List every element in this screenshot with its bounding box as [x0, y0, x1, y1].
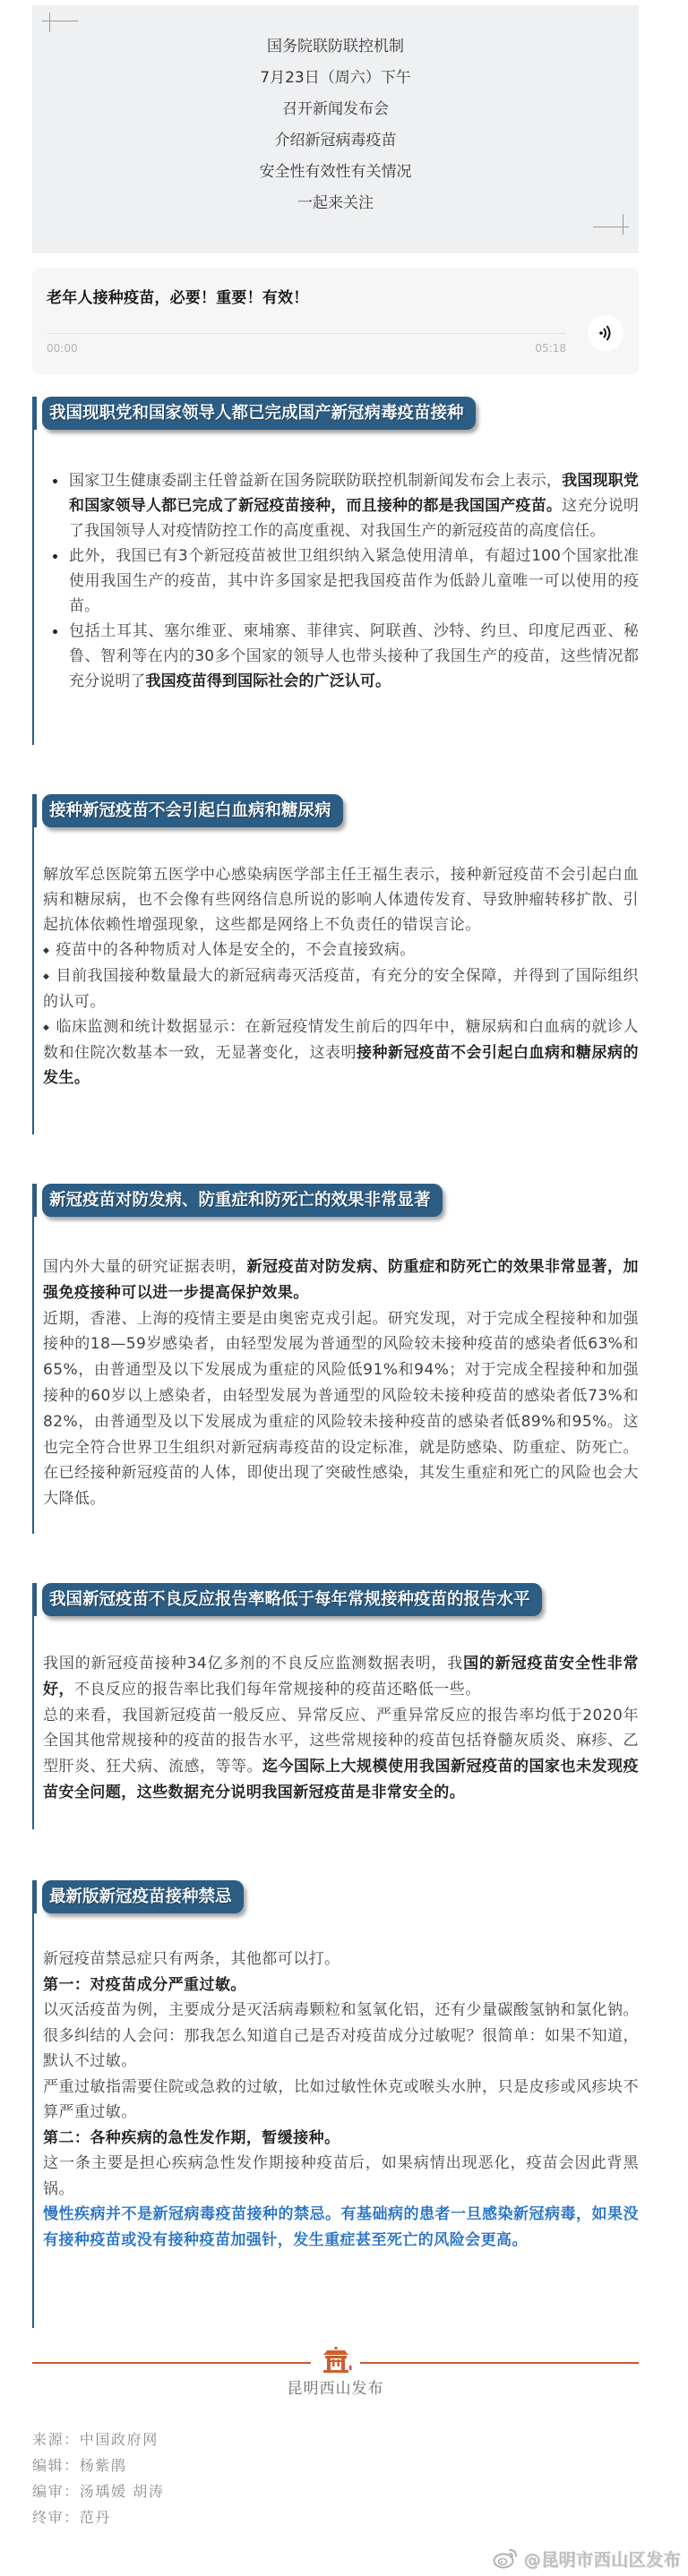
- credit-reviewer: 编审：汤瑀媛 胡涛: [32, 2483, 165, 2500]
- credits-list: [32, 2426, 165, 2530]
- section-body: [69, 468, 639, 694]
- bold-text-run: 迄今国际上大规模使用我国新冠疫苗的国家也未发现疫苗安全问题，这些数据充分说明我国新冠疫苗是非常安全的。: [43, 1758, 639, 1801]
- audio-player[interactable]: [32, 268, 639, 374]
- section-body: [43, 1947, 639, 2253]
- intro-card: [32, 5, 639, 253]
- pavilion-logo-icon: [320, 2347, 352, 2374]
- section-leaders-vaccinated: [32, 397, 639, 745]
- section-heading: 最新版新冠疫苗接种禁忌: [42, 1880, 244, 1913]
- section-efficacy: [32, 1184, 639, 1534]
- text-run: 以灭活疫苗为例，主要成分是灭活病毒颗粒和氢氧化铝，还有少量碳酸氢钠和氯化钠。很多纠结的人会问：那我怎么知道自己是否对疫苗成分过敏呢？很简单：如果不知道，默认不过敏。: [43, 2001, 639, 2070]
- bold-text-run: 我国疫苗得到国际社会的广泛认可。: [145, 672, 391, 690]
- section-accent-bar: [32, 794, 37, 827]
- credit-final-reviewer: 终审：范丹: [32, 2509, 112, 2526]
- corner-crosshair-tl-v: [49, 13, 50, 32]
- section-body: [43, 862, 639, 1091]
- intro-line: 介绍新冠病毒疫苗: [274, 132, 397, 150]
- paragraph: [43, 1651, 639, 1703]
- intro-line: 安全性有效性有关情况: [259, 163, 412, 181]
- highlight-paragraph: [43, 2202, 639, 2253]
- bold-text-run: 国的新冠疫苗安全性非常好，: [43, 1655, 640, 1699]
- intro-line: 7月23日（周六）下午: [260, 69, 411, 87]
- section-adverse-reaction-rate: [32, 1583, 639, 1829]
- diamond-bullet-icon: ◆: [43, 946, 50, 955]
- text-run: 近期，香港、上海的疫情主要是由奥密克戎引起。研究发现，对于完成全程接种和加强接种的18—59岁感染者，由轻型发展为普通型的风险较未接种疫苗的感染者低63%和65%，由普通型及以下发展成为重症的风险低91%和94%；对于完成全程接种和加强接种的60岁以上感染者，由轻型发展为普通型的风险较未接种疫苗的感染者低73%和82%，由普通型及以下发展成为重症的风险较未接种疫苗的感染者低89%和95%。这也完全符合世界卫生组织对新冠病毒疫苗的设定标准，就是防感染、防重症、防死亡。在已经接种新冠疫苗的人体，即使出现了突破性感染，其发生重症和死亡的风险也会大大降低。: [43, 1309, 639, 1509]
- diamond-bullet-icon: ◆: [43, 1023, 50, 1032]
- audio-progress-bar[interactable]: [47, 333, 566, 334]
- section-heading: 我国现职党和国家领导人都已完成国产新冠病毒疫苗接种: [42, 397, 476, 430]
- section-heading: 新冠疫苗对防发病、防重症和防死亡的效果非常显著: [42, 1184, 443, 1217]
- subheading-second: [43, 2126, 639, 2152]
- section-contraindications: [32, 1880, 639, 2328]
- section-left-rule: [32, 430, 34, 745]
- bullet-item: [69, 543, 639, 619]
- diamond-bullet-icon: ◆: [43, 972, 50, 981]
- subheading-first: [43, 1973, 639, 1998]
- audio-current-time: 00:00: [47, 342, 78, 355]
- paragraph: [43, 1306, 639, 1512]
- blue-highlight-text: 慢性疾病并不是新冠病毒疫苗接种的禁忌。有基础病的患者一旦感染新冠病毒，如果没有接种疫苗或没有接种疫苗加强针，发生重症甚至死亡的风险会更高。: [43, 2205, 639, 2249]
- audio-duration: 05:18: [535, 342, 566, 355]
- text-run: 不良反应的报告率比我们每年常规接种的疫苗还略低一些。: [73, 1680, 481, 1699]
- section-accent-bar: [32, 1880, 37, 1913]
- footer-divider-right: [360, 2362, 639, 2364]
- section-left-rule: [32, 1616, 34, 1829]
- bullet-dot-icon: [53, 629, 57, 634]
- text-run: 临床监测和统计数据显示：在新冠疫情发生前后的四年中，糖尿病和白血病的就诊人数和住院次数基本一致，无显著变化，这表明: [43, 1018, 639, 1062]
- intro-line: 一起来关注: [297, 194, 374, 212]
- text-run: 国内外大量的研究证据表明，: [43, 1258, 247, 1276]
- text-run: 严重过敏指需要住院或急救的过敏，比如过敏性休克或喉头水肿，只是皮疹或风疹块不算严重过敏。: [43, 2077, 639, 2121]
- text-run: 此外，我国已有3个新冠疫苗被世卫组织纳入紧急使用清单，有超过100个国家批准使用我国生产的疫苗，其中许多国家是把我国疫苗作为低龄儿童唯一可以使用的疫苗。: [69, 547, 639, 615]
- diamond-bullet-item: [43, 963, 639, 1014]
- section-heading: 我国新冠疫苗不良反应报告率略低于每年常规接种疫苗的报告水平: [42, 1583, 542, 1616]
- paragraph: [43, 2075, 639, 2126]
- paragraph: [43, 1703, 639, 1806]
- audio-wave-icon: [598, 325, 613, 341]
- bold-text-run: 我国现职党和国家领导人都已完成了新冠疫苗接种，而且接种的都是我国国产疫苗。: [69, 472, 640, 515]
- audio-play-button[interactable]: [588, 315, 624, 351]
- diamond-bullet-item: [43, 1014, 639, 1091]
- paragraph: [43, 1947, 639, 1973]
- bold-text-run: 第一：对疫苗成分严重过敏。: [43, 1975, 246, 1994]
- section-body: [43, 1651, 639, 1806]
- footer-brand: 昆明西山发布: [287, 2380, 384, 2398]
- bold-text-run: 第二：各种疾病的急性发作期，暂缓接种。: [43, 2128, 340, 2147]
- text-run: 包括土耳其、塞尔维亚、柬埔寨、菲律宾、阿联酋、沙特、约旦、印度尼西亚、秘鲁、智利等在内的30多个国家的领导人也带头接种了我国生产的疫苗，这些情况都充分说明了: [69, 622, 639, 690]
- text-run: 国家卫生健康委副主任曾益新在国务院联防联控机制新闻发布会上表示，: [69, 472, 563, 490]
- weibo-icon: [493, 2546, 520, 2570]
- footer-divider-left: [32, 2362, 311, 2364]
- section-body: [43, 1254, 639, 1512]
- credit-source: 来源：中国政府网: [32, 2431, 159, 2448]
- text-run: 解放军总医院第五医学中心感染病医学部主任王福生表示，接种新冠疫苗不会引起白血病和糖尿病，也不会像有些网络信息所说的影响人体遗传发育、导致肿瘤转移扩散、引起抗体依赖性增强现象，这些都是网络上不负责任的错误言论。: [43, 866, 639, 934]
- audio-title: 老年人接种疫苗，必要！重要！有效！: [47, 289, 309, 307]
- paragraph: [43, 1998, 639, 2075]
- text-run: 我国的新冠疫苗接种34亿多剂的不良反应监测数据表明，我: [43, 1655, 464, 1673]
- text-run: 这一条主要是担心疾病急性发作期接种疫苗后，如果病情出现恶化，疫苗会因此背黑锅。: [43, 2154, 639, 2198]
- watermark-text: @昆明市西山区发布: [523, 2549, 681, 2570]
- text-run: 这充分说明了我国领导人对疫情防控工作的高度重视、对我国生产的新冠疫苗的高度信任。: [69, 497, 640, 540]
- credit-editor: 编辑：杨紫鹃: [32, 2457, 127, 2474]
- bullet-item: [69, 468, 639, 543]
- section-left-rule: [32, 1913, 34, 2328]
- intro-line: 国务院联防联控机制: [267, 38, 404, 56]
- section-no-leukemia-diabetes: [32, 794, 639, 1134]
- bold-text-run: 接种新冠疫苗不会引起白血病和糖尿病的发生。: [43, 1044, 639, 1087]
- paragraph: [43, 862, 639, 937]
- section-left-rule: [32, 827, 34, 1134]
- text-run: 总的来看，我国新冠疫苗一般反应、异常反应、严重异常反应的报告率均低于2020年全国其他常规接种的疫苗的报告水平，这些常规接种的疫苗包括脊髓灰质炎、麻疹、乙型肝炎、狂犬病、流感，等等。: [43, 1706, 639, 1776]
- corner-crosshair-br-v: [623, 214, 624, 235]
- section-left-rule: [32, 1217, 34, 1534]
- text-run: 新冠疫苗禁忌症只有两条，其他都可以打。: [43, 1950, 340, 1968]
- text-run: 疫苗中的各种物质对人体是安全的，不会直接致病。: [56, 941, 416, 959]
- bullet-dot-icon: [53, 554, 57, 559]
- intro-line: 召开新闻发布会: [282, 100, 389, 118]
- weibo-watermark: [493, 2545, 681, 2572]
- text-run: 目前我国接种数量最大的新冠病毒灭活疫苗，有充分的安全保障，并得到了国际组织的认可。: [43, 967, 639, 1011]
- bullet-dot-icon: [53, 479, 57, 484]
- section-heading: 接种新冠疫苗不会引起白血病和糖尿病: [42, 794, 343, 827]
- bold-text-run: 新冠疫苗对防发病、防重症和防死亡的效果非常显著，加强免疫接种可以进一步提高保护效果。: [43, 1258, 639, 1302]
- section-accent-bar: [32, 397, 37, 430]
- paragraph: [43, 2151, 639, 2202]
- bullet-item: [69, 619, 639, 694]
- diamond-bullet-item: [43, 937, 639, 963]
- section-accent-bar: [32, 1184, 37, 1217]
- paragraph: [43, 1254, 639, 1306]
- section-accent-bar: [32, 1583, 37, 1616]
